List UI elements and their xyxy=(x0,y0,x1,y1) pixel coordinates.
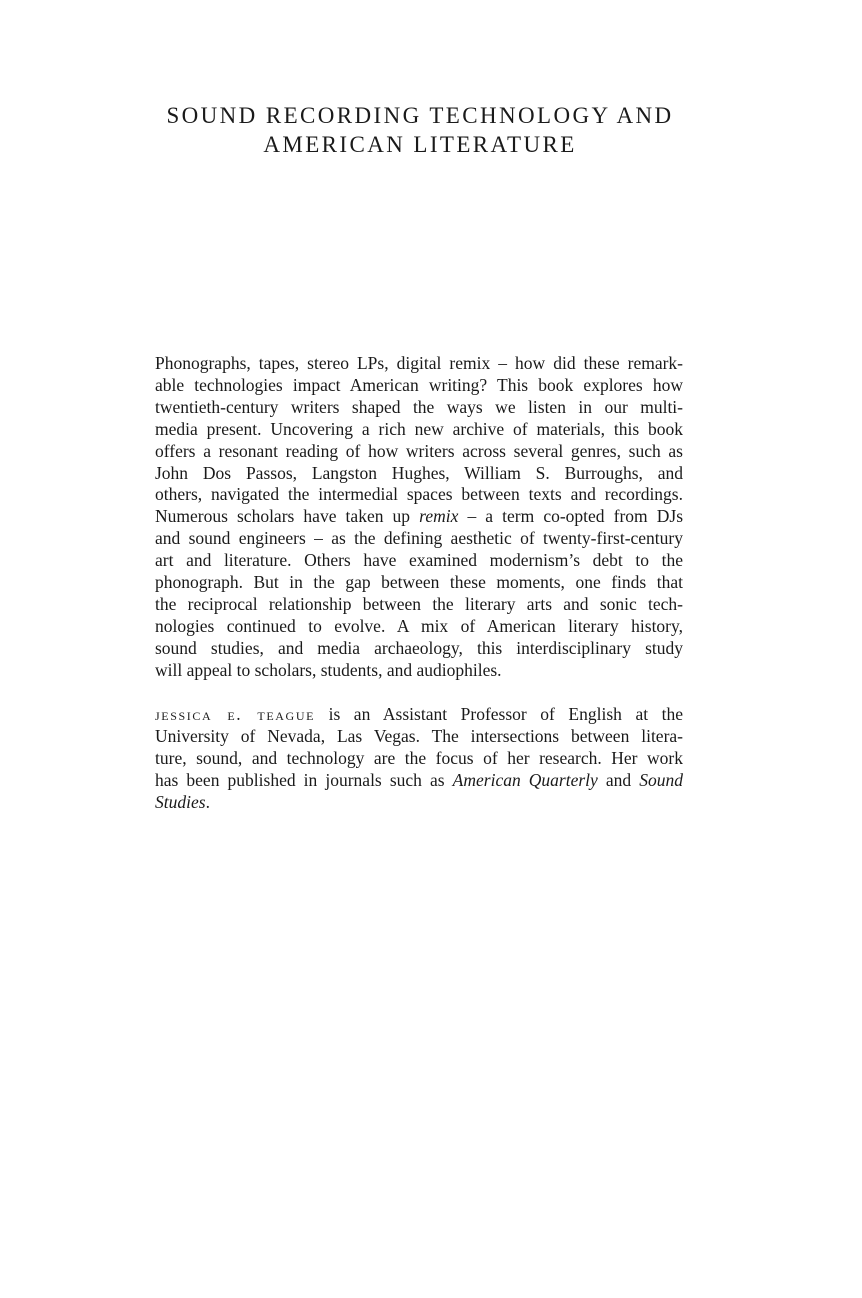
bio-line: ture, sound, and technology are the focus of her research. Her work xyxy=(155,747,683,768)
description-line-with-remix xyxy=(155,506,683,528)
bio-line: University of Nevada, Las Vegas. The intersections between litera- xyxy=(155,725,683,746)
author-name: jessica e. teague xyxy=(155,704,316,724)
author-bio xyxy=(155,704,683,814)
description-line: will appeal to scholars, students, and audiophiles. xyxy=(155,659,502,680)
description-line: twentieth-century writers shaped the ways we listen in our multi- xyxy=(155,396,683,417)
description-line: nologies continued to evolve. A mix of American literary history, xyxy=(155,615,683,636)
bio-line xyxy=(155,770,683,792)
bio-text: is an Assistant Professor of English at the xyxy=(328,704,683,724)
description-line: and sound engineers – as the defining aesthetic of twenty-first-century xyxy=(155,528,683,549)
book-title-line-2: AMERICAN LITERATURE xyxy=(263,132,577,157)
bio-text: and xyxy=(605,769,632,790)
bio-line xyxy=(155,792,683,814)
bio-text: . xyxy=(205,791,210,812)
description-line: art and literature. Others have examined modernism’s debt to the xyxy=(155,550,683,571)
description-line: John Dos Passos, Langston Hughes, William S. Burroughs, and xyxy=(155,462,683,483)
description-line: media present. Uncovering a rich new archive of materials, this book xyxy=(155,418,683,439)
description-text: – a term co-opted from DJs xyxy=(467,506,684,527)
description-line: sound studies, and media archaeology, this interdisciplinary study xyxy=(155,637,683,658)
book-title xyxy=(140,101,700,159)
book-title-line-1: SOUND RECORDING TECHNOLOGY AND xyxy=(166,103,674,128)
remix-term: remix xyxy=(419,506,459,527)
description-line: able technologies impact American writing? This book explores how xyxy=(155,374,683,395)
bio-text: has been published in journals such as xyxy=(155,769,445,790)
description-line: others, navigated the intermedial spaces between texts and recordings. xyxy=(155,484,683,505)
journal-title: American Quarterly xyxy=(452,769,598,790)
book-description xyxy=(155,353,683,682)
journal-title: Sound xyxy=(639,769,684,790)
description-line: the reciprocal relationship between the literary arts and sonic tech- xyxy=(155,593,683,614)
description-line: phonograph. But in the gap between these moments, one finds that xyxy=(155,572,683,593)
journal-title-continued: Studies xyxy=(155,791,206,812)
bio-line xyxy=(155,704,683,726)
description-text: Numerous scholars have taken up xyxy=(155,506,411,527)
description-line: offers a resonant reading of how writers across several genres, such as xyxy=(155,440,683,461)
description-line: Phonographs, tapes, stereo LPs, digital remix – how did these remark- xyxy=(155,353,683,373)
